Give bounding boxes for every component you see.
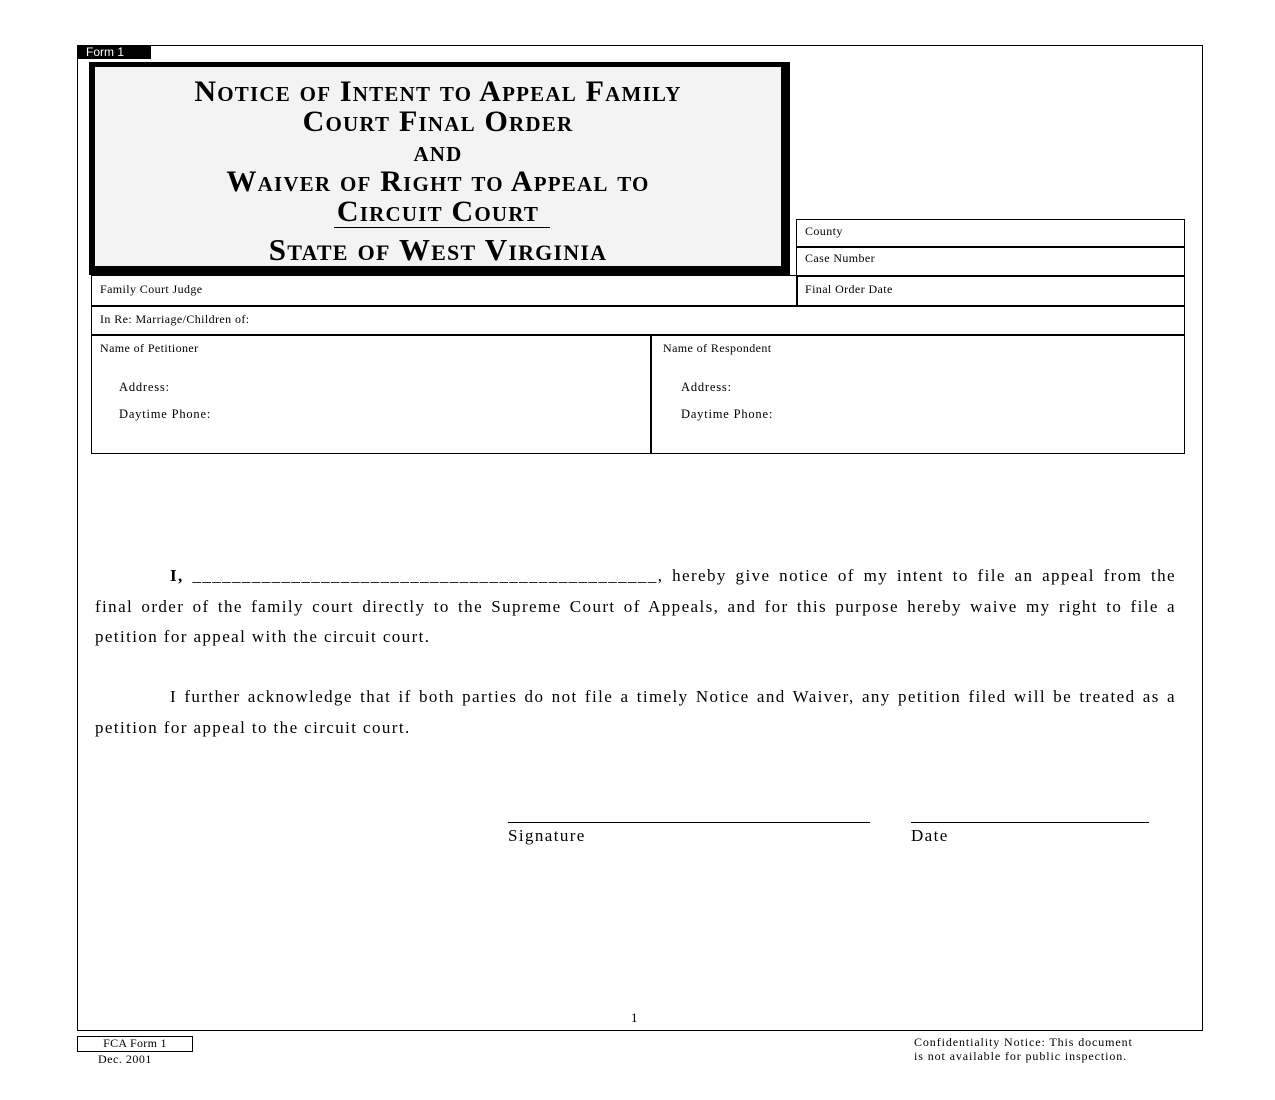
form-tag: Form 1 — [77, 45, 151, 59]
title-divider — [334, 227, 550, 228]
notice-text: , hereby give notice of my intent to file an appeal from the final order of the family court directly to the Supreme Court of Appeals, and for this purpose hereby waive my right to file a petition for appeal with the circuit court. — [95, 566, 1176, 646]
case-number-field[interactable] — [796, 246, 1185, 277]
date-label: Date — [911, 826, 949, 845]
form-date: Dec. 2001 — [98, 1052, 152, 1066]
family-court-judge-field[interactable] — [91, 275, 798, 307]
family-court-judge-label: Family Court Judge — [100, 282, 203, 296]
title-state: State of West Virginia — [268, 232, 608, 267]
confidentiality-line-2: is not available for public inspection. — [914, 1048, 1128, 1063]
final-order-date-label: Final Order Date — [805, 282, 893, 296]
form-id-box: FCA Form 1 — [77, 1036, 193, 1052]
county-field[interactable] — [796, 219, 1185, 248]
petitioner-name-label: Name of Petitioner — [100, 341, 199, 355]
signature-label: Signature — [508, 826, 586, 845]
petitioner-phone-label: Daytime Phone: — [119, 407, 212, 421]
notice-paragraph — [95, 561, 1176, 653]
final-order-date-field[interactable] — [796, 275, 1185, 307]
in-re-field[interactable] — [91, 305, 1185, 336]
name-blank[interactable]: _______________________________________________ — [192, 566, 658, 585]
county-label: County — [805, 224, 843, 238]
confidentiality-notice — [914, 1036, 1133, 1063]
title-line-3: and — [413, 135, 463, 168]
case-number-label: Case Number — [805, 251, 876, 265]
acknowledgement-text: I further acknowledge that if both parties do not file a timely Notice and Waiver, any petition filed will be treated as a petition for appeal to the circuit court. — [95, 687, 1176, 737]
title-box — [89, 62, 790, 275]
title-line-2: Court Final Order — [302, 105, 574, 138]
respondent-phone-label: Daytime Phone: — [681, 407, 774, 421]
petitioner-address-label: Address: — [119, 380, 170, 394]
petitioner-block[interactable] — [91, 334, 652, 454]
acknowledgement-paragraph — [95, 682, 1176, 743]
date-line[interactable] — [911, 822, 1149, 823]
respondent-name-label: Name of Respondent — [663, 341, 772, 355]
notice-lead: I, — [170, 566, 184, 585]
page-number: 1 — [631, 1010, 638, 1025]
title-line-5: Circuit Court — [336, 195, 540, 228]
in-re-label: In Re: Marriage/Children of: — [100, 312, 250, 326]
title-line-1: Notice of Intent to Appeal Family — [194, 75, 682, 108]
signature-line[interactable] — [508, 822, 870, 823]
respondent-address-label: Address: — [681, 380, 732, 394]
confidentiality-line-1: Confidentiality Notice: This document — [914, 1035, 1133, 1049]
respondent-block[interactable] — [650, 334, 1185, 454]
title-line-4: Waiver of Right to Appeal to — [226, 165, 650, 198]
